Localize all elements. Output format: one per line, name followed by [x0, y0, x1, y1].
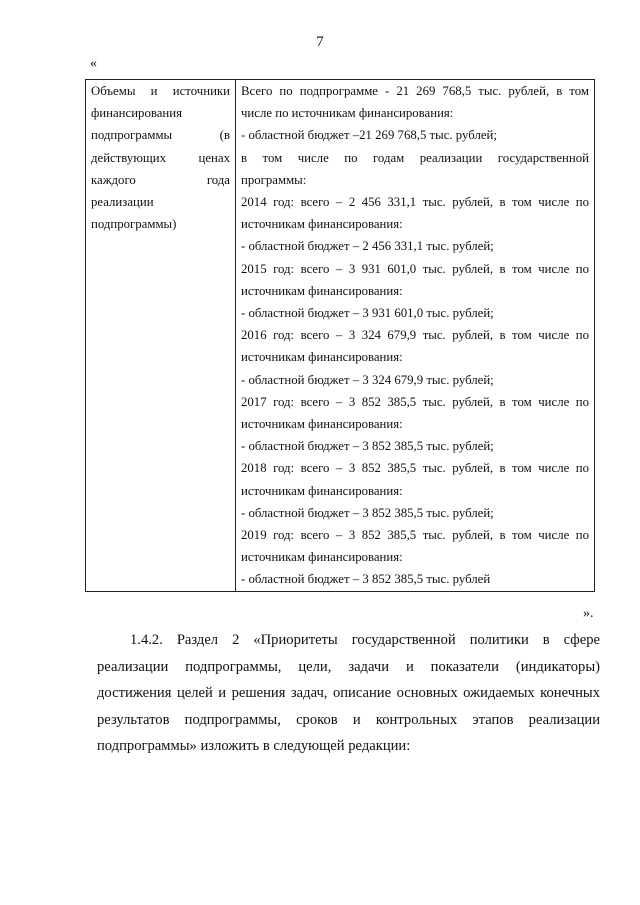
value-line: Всего по подпрограмме - 21 269 768,5 тыс. рублей, в том — [241, 84, 589, 98]
label-line: каждого года — [91, 172, 230, 187]
value-line: источникам финансирования: — [241, 350, 403, 365]
value-line: - областной бюджет –21 269 768,5 тыс. рублей; — [241, 128, 497, 143]
paragraph-line: подпрограммы» изложить в следующей редакции: — [97, 738, 411, 755]
value-line: - областной бюджет – 3 324 679,9 тыс. рублей; — [241, 372, 494, 387]
value-line: 2016 год: всего – 3 324 679,9 тыс. рублей, в том числе по — [241, 328, 589, 343]
value-line: источникам финансирования: — [241, 417, 403, 432]
value-line: источникам финансирования: — [241, 483, 403, 498]
value-line: - областной бюджет – 3 931 601,0 тыс. рублей; — [241, 306, 494, 321]
paragraph-line: результатов подпрограммы, сроков и контрольных этапов реализации — [97, 711, 600, 728]
label-line: Объемы и источники — [91, 84, 230, 98]
value-line: 2017 год: всего – 3 852 385,5 тыс. рублей, в том числе по — [241, 394, 589, 409]
label-line: финансирования — [91, 106, 182, 121]
value-line: - областной бюджет – 3 852 385,5 тыс. рублей; — [241, 439, 494, 454]
closing-quote-mark: ». — [583, 606, 594, 621]
paragraph-line: 1.4.2. Раздел 2 «Приоритеты государственной политики в сфере — [130, 632, 600, 648]
value-line: программы: — [241, 172, 307, 187]
page-number: 7 — [316, 34, 324, 50]
value-line: - областной бюджет – 2 456 331,1 тыс. рублей; — [241, 239, 494, 254]
label-line: подпрограммы) — [91, 217, 177, 232]
value-line: числе по источникам финансирования: — [241, 106, 454, 121]
value-line: 2019 год: всего – 3 852 385,5 тыс. рублей, в том числе по — [241, 528, 589, 543]
value-line: источникам финансирования: — [241, 550, 403, 565]
label-line: реализации — [91, 195, 154, 210]
value-line: в том числе по годам реализации государственной — [241, 150, 589, 165]
table-row — [86, 80, 595, 592]
value-line: источникам финансирования: — [241, 283, 403, 298]
label-line: действующих ценах — [91, 150, 230, 165]
value-line: 2018 год: всего – 3 852 385,5 тыс. рублей, в том числе по — [241, 461, 589, 476]
value-line: 2015 год: всего – 3 931 601,0 тыс. рублей, в том числе по — [241, 261, 589, 276]
value-line: - областной бюджет – 3 852 385,5 тыс. рублей; — [241, 505, 494, 520]
value-line: источникам финансирования: — [241, 217, 403, 232]
value-line: - областной бюджет – 3 852 385,5 тыс. рублей — [241, 572, 491, 587]
paragraph-line: реализации подпрограммы, цели, задачи и показатели (индикаторы) — [97, 658, 600, 675]
opening-quote-mark: « — [90, 56, 97, 71]
table-value-cell — [236, 80, 595, 592]
table-label-cell — [86, 80, 236, 592]
value-line: 2014 год: всего – 2 456 331,1 тыс. рублей, в том числе по — [241, 195, 589, 210]
paragraph-line: достижения целей и решения задач, описание основных ожидаемых конечных — [97, 685, 600, 702]
amendment-paragraph — [97, 627, 600, 760]
financing-table — [85, 79, 595, 592]
label-line: подпрограммы (в — [91, 128, 230, 143]
